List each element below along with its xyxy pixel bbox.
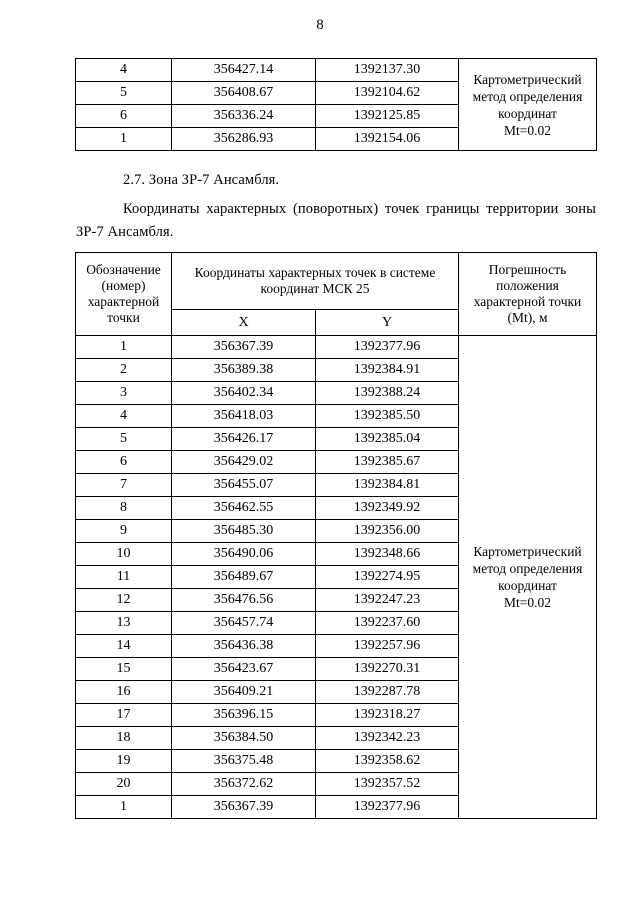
point-number: 1 — [76, 128, 172, 151]
coord-y: 1392349.92 — [316, 497, 459, 520]
coord-y: 1392384.91 — [316, 359, 459, 382]
table-row — [76, 59, 597, 82]
coord-x: 356489.67 — [172, 566, 316, 589]
method-line: метод определения — [472, 561, 583, 576]
header-line: Погрешность — [488, 262, 567, 277]
point-number: 15 — [76, 658, 172, 681]
point-number: 9 — [76, 520, 172, 543]
table-row — [76, 336, 597, 359]
header-line: характерной точки — [473, 294, 582, 309]
point-number: 16 — [76, 681, 172, 704]
coord-y: 1392287.78 — [316, 681, 459, 704]
header-y: Y — [316, 310, 459, 336]
point-number: 5 — [76, 428, 172, 451]
coord-x: 356367.39 — [172, 796, 316, 819]
point-number: 10 — [76, 543, 172, 566]
coord-x: 356423.67 — [172, 658, 316, 681]
coord-y: 1392357.52 — [316, 773, 459, 796]
point-number: 14 — [76, 635, 172, 658]
coord-y: 1392257.96 — [316, 635, 459, 658]
header-line: Координаты характерных точек в системе — [194, 265, 436, 280]
coord-x: 356286.93 — [172, 128, 316, 151]
coord-y: 1392342.23 — [316, 727, 459, 750]
coord-x: 356408.67 — [172, 82, 316, 105]
point-number: 4 — [76, 405, 172, 428]
coord-x: 356384.50 — [172, 727, 316, 750]
coord-y: 1392384.81 — [316, 474, 459, 497]
method-line: метод определения — [472, 88, 583, 104]
point-number: 2 — [76, 359, 172, 382]
point-number: 19 — [76, 750, 172, 773]
coord-y: 1392154.06 — [316, 128, 459, 151]
coord-y: 1392125.85 — [316, 105, 459, 128]
page-number: 8 — [316, 17, 324, 33]
coord-x: 356485.30 — [172, 520, 316, 543]
coord-x: 356372.62 — [172, 773, 316, 796]
coord-x: 356389.38 — [172, 359, 316, 382]
header-line: (номер) — [101, 278, 146, 293]
point-number: 1 — [76, 796, 172, 819]
main-coordinates-table — [75, 252, 597, 819]
coord-y: 1392237.60 — [316, 612, 459, 635]
point-number: 20 — [76, 773, 172, 796]
coord-x: 356367.39 — [172, 336, 316, 359]
method-line: Mt=0.02 — [504, 122, 551, 138]
coord-y: 1392318.27 — [316, 704, 459, 727]
coord-x: 356375.48 — [172, 750, 316, 773]
header-point-id — [76, 253, 172, 336]
header-coordinates — [172, 253, 459, 310]
coord-x: 356457.74 — [172, 612, 316, 635]
coord-x: 356436.38 — [172, 635, 316, 658]
point-number: 6 — [76, 451, 172, 474]
point-number: 6 — [76, 105, 172, 128]
coord-x: 356476.56 — [172, 589, 316, 612]
coord-y: 1392104.62 — [316, 82, 459, 105]
section-heading: 2.7. Зона ЗР-7 Ансамбля. — [123, 172, 280, 188]
intro-text-line2: ЗР-7 Ансамбля. — [76, 224, 174, 240]
coord-x: 356462.55 — [172, 497, 316, 520]
coord-x: 356455.07 — [172, 474, 316, 497]
point-number: 11 — [76, 566, 172, 589]
method-line: Картометрический — [473, 71, 582, 87]
method-cell — [459, 336, 597, 819]
point-number: 8 — [76, 497, 172, 520]
point-number: 4 — [76, 59, 172, 82]
coord-y: 1392274.95 — [316, 566, 459, 589]
coord-y: 1392356.00 — [316, 520, 459, 543]
coord-x: 356402.34 — [172, 382, 316, 405]
point-number: 3 — [76, 382, 172, 405]
coord-y: 1392247.23 — [316, 589, 459, 612]
coord-x: 356426.17 — [172, 428, 316, 451]
method-line: координат — [498, 578, 557, 593]
header-accuracy — [459, 253, 597, 336]
point-number: 1 — [76, 336, 172, 359]
method-line: Картометрический — [473, 544, 582, 559]
header-line: координат МСК 25 — [260, 281, 370, 296]
header-line: характерной — [87, 294, 160, 309]
intro-text-line1: Координаты характерных (поворотных) точек границы территории зоны — [123, 201, 596, 217]
coord-y: 1392377.96 — [316, 336, 459, 359]
method-line: координат — [498, 105, 557, 121]
coord-x: 356490.06 — [172, 543, 316, 566]
point-number: 18 — [76, 727, 172, 750]
coord-x: 356418.03 — [172, 405, 316, 428]
coord-y: 1392348.66 — [316, 543, 459, 566]
coord-x: 356396.15 — [172, 704, 316, 727]
header-line: точки — [107, 310, 140, 325]
coord-y: 1392388.24 — [316, 382, 459, 405]
header-line: Обозначение — [86, 262, 161, 277]
coord-x: 356429.02 — [172, 451, 316, 474]
point-number: 13 — [76, 612, 172, 635]
header-line: (Mt), м — [507, 310, 548, 325]
point-number: 5 — [76, 82, 172, 105]
coord-y: 1392385.50 — [316, 405, 459, 428]
method-line: Mt=0.02 — [504, 595, 551, 610]
coord-y: 1392385.04 — [316, 428, 459, 451]
point-number: 12 — [76, 589, 172, 612]
coord-y: 1392377.96 — [316, 796, 459, 819]
coord-y: 1392137.30 — [316, 59, 459, 82]
coord-y: 1392358.62 — [316, 750, 459, 773]
coord-x: 356336.24 — [172, 105, 316, 128]
point-number: 17 — [76, 704, 172, 727]
point-number: 7 — [76, 474, 172, 497]
header-line: положения — [496, 278, 559, 293]
method-cell — [459, 59, 597, 151]
coord-x: 356427.14 — [172, 59, 316, 82]
top-coordinates-table — [75, 58, 597, 151]
coord-x: 356409.21 — [172, 681, 316, 704]
coord-y: 1392270.31 — [316, 658, 459, 681]
header-x: X — [172, 310, 316, 336]
coord-y: 1392385.67 — [316, 451, 459, 474]
